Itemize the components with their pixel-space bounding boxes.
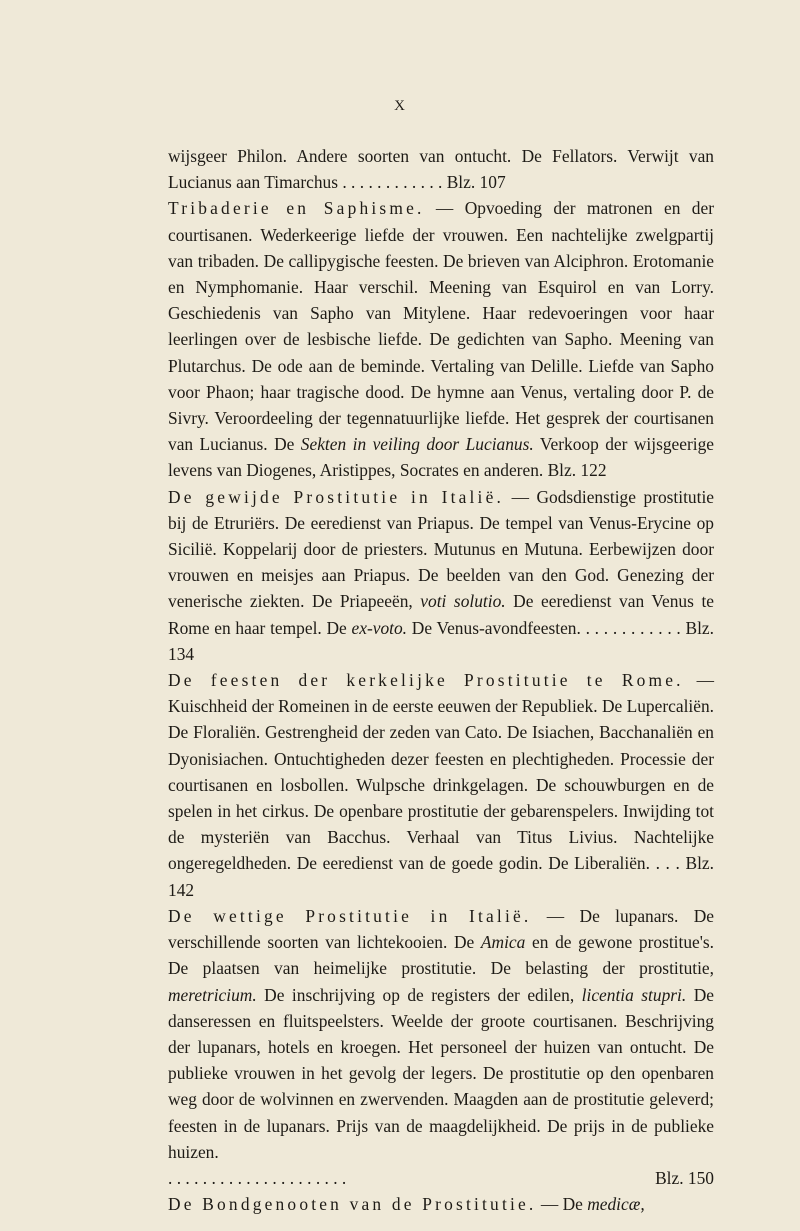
table-of-contents-text bbox=[168, 143, 714, 1217]
italic-term: voti solutio. bbox=[420, 591, 506, 612]
entry-text: De eeredienst van Venus te Rome en haar tempel. De bbox=[168, 591, 714, 638]
chapter-heading: De feesten der kerkelijke Prostitutie te Rome. bbox=[168, 670, 684, 691]
italic-term: ex-voto. bbox=[351, 617, 408, 638]
page-number: X bbox=[394, 98, 406, 114]
italic-term: licentia stupri. bbox=[581, 984, 687, 1005]
toc-entry bbox=[168, 1191, 714, 1217]
entry-text: en de gewone prostitue's. De plaatsen van heimelijke prostitutie. De belasting der prostitutie, bbox=[168, 932, 714, 979]
entry-text: De danseressen en fluitspeelsters. Weelde der groote courtisanen. Beschrijving der lupanars, hotels en kroegen. Het personeel der huizen van ontucht. De publieke vrouwen in het gevolg der legers. De prostitutie op den openbaren weg door de wolvinnen en zwervenden. Maagden aan de prostitutie geleverd; feesten in de lupanars. Prijs van de maagdelijkheid. De prijs in de publieke huizen. bbox=[168, 984, 714, 1162]
entry-text: De Venus-avondfeesten. . . . . . . . . . . . Blz. 134 bbox=[168, 617, 714, 664]
toc-leader-line bbox=[168, 1165, 714, 1191]
entry-text: — De lupanars. De verschillende soorten van lichtekooien. De bbox=[168, 905, 714, 953]
toc-entry bbox=[168, 903, 714, 1165]
italic-term: meretricium. bbox=[168, 984, 257, 1005]
entry-text: De inschrijving op de registers der edilen, bbox=[256, 984, 582, 1005]
entry-text: — De bbox=[536, 1194, 588, 1215]
toc-entry bbox=[168, 195, 714, 483]
page-reference: Blz. 150 bbox=[655, 1167, 714, 1188]
chapter-heading: De Bondgenooten van de Prostitutie. bbox=[168, 1194, 537, 1215]
chapter-heading: Tribaderie en Saphisme. bbox=[168, 198, 425, 219]
dot-leader: . . . . . . . . . . . . . . . . . . . . . bbox=[168, 1167, 347, 1188]
entry-text: — Godsdienstige prostitutie bij de Etruriërs. De eeredienst van Priapus. De tempel van Venus-Erycine op Sicilië. Koppelarij door de priesters. Mutunus en Mutuna. Eerbewijzen door vrouwen en meisjes aan Priapus. De beelden van den God. Genezing der venerische ziekten. De Priapeeën, bbox=[168, 486, 714, 612]
entry-text: Verkoop der wijsgeerige levens van Diogenes, Aristippes, Socrates en anderen. Blz. 122 bbox=[168, 434, 715, 481]
toc-entry bbox=[168, 484, 714, 667]
italic-term: medicæ, bbox=[587, 1194, 645, 1215]
entry-text: — Kuischheid der Romeinen in de eerste eeuwen der Republiek. De Lupercaliën. De Floraliën. Gestrengheid der zeden van Cato. De Isiachen, Bacchanaliën en Dyonisiachen. Ontuchtigheden dezer feesten en plechtigheden. Processie der courtisanen en losbollen. Wulpsche drinkgelagen. De schouwburgen en de spelen in het cirkus. De openbare prostitutie der gebarenspelers. Inwijding tot de mysteriën van Bacchus. Verhaal van Titus Livius. Nachtelijke ongeregeldheden. De eeredienst van de goede godin. De Liberaliën. . . . Blz. 142 bbox=[168, 670, 714, 900]
entry-text: wijsgeer Philon. Andere soorten van ontucht. De Fellators. Verwijt van Lucianus aan Timarchus . . . . . . . . . . . . Blz. 107 bbox=[168, 146, 714, 193]
toc-entry bbox=[168, 667, 714, 903]
entry-text: — Opvoeding der matronen en der courtisanen. Wederkeerige liefde der vrouwen. Een nachtelijke zwelgpartij van tribaden. De callipygische feesten. De brieven van Alciphron. Erotomanie en Nymphomanie. Haar verschil. Meening van Esquirol en van Lorry. Geschiedenis van Sapho van Mitylene. Haar redevoeringen voor haar leerlingen over de lesbische liefde. De gedichten van Sapho. Meening van Plutarchus. De ode aan de beminde. Vertaling van Delille. Liefde van Sapho voor Phaon; haar tragische dood. De hymne aan Venus, vertaling door P. de Sivry. Veroordeeling der tegennatuurlijke liefde. Het gesprek der courtisanen van Lucianus. De bbox=[168, 198, 714, 455]
italic-term: Sekten in veiling door Lucianus. bbox=[300, 434, 534, 455]
chapter-heading: De wettige Prostitutie in Italië. bbox=[168, 905, 532, 926]
toc-entry bbox=[168, 143, 714, 195]
italic-term: Amica bbox=[480, 932, 526, 953]
chapter-heading: De gewijde Prostitutie in Italië. bbox=[168, 486, 505, 507]
